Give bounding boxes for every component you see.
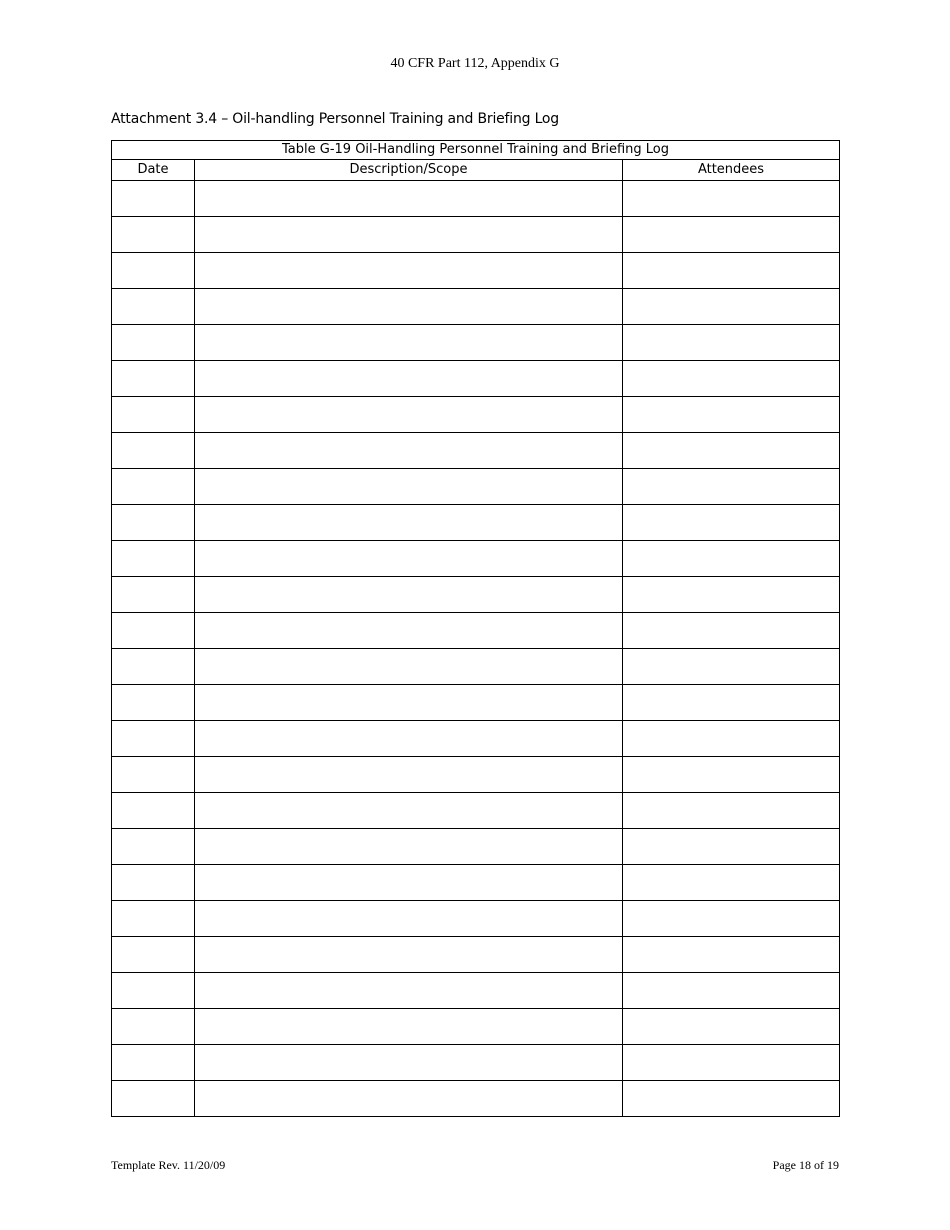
table-row: [112, 325, 840, 361]
date-cell[interactable]: [112, 721, 195, 757]
table-row: [112, 1045, 840, 1081]
table-row: [112, 1081, 840, 1117]
attendees-cell[interactable]: [623, 865, 840, 901]
attendees-cell[interactable]: [623, 1045, 840, 1081]
table-row: [112, 505, 840, 541]
attendees-cell[interactable]: [623, 757, 840, 793]
description-cell[interactable]: [195, 253, 623, 289]
description-cell[interactable]: [195, 793, 623, 829]
table-row: [112, 217, 840, 253]
date-cell[interactable]: [112, 325, 195, 361]
attendees-cell[interactable]: [623, 397, 840, 433]
description-cell[interactable]: [195, 613, 623, 649]
table-row: [112, 685, 840, 721]
date-cell[interactable]: [112, 397, 195, 433]
table-row: [112, 181, 840, 217]
table-row: [112, 433, 840, 469]
page-number: Page 18 of 19: [772, 1158, 839, 1172]
description-cell[interactable]: [195, 1045, 623, 1081]
date-cell[interactable]: [112, 973, 195, 1009]
table-row: [112, 649, 840, 685]
date-cell[interactable]: [112, 253, 195, 289]
date-cell[interactable]: [112, 829, 195, 865]
attendees-cell[interactable]: [623, 325, 840, 361]
description-cell[interactable]: [195, 217, 623, 253]
date-cell[interactable]: [112, 181, 195, 217]
attendees-cell[interactable]: [623, 613, 840, 649]
date-cell[interactable]: [112, 865, 195, 901]
description-cell[interactable]: [195, 757, 623, 793]
table-row: [112, 973, 840, 1009]
attendees-cell[interactable]: [623, 577, 840, 613]
attendees-cell[interactable]: [623, 181, 840, 217]
date-cell[interactable]: [112, 361, 195, 397]
date-cell[interactable]: [112, 901, 195, 937]
table-row: [112, 937, 840, 973]
template-revision: Template Rev. 11/20/09: [111, 1158, 226, 1172]
description-cell[interactable]: [195, 973, 623, 1009]
date-cell[interactable]: [112, 541, 195, 577]
date-cell[interactable]: [112, 757, 195, 793]
table-row: [112, 721, 840, 757]
description-cell[interactable]: [195, 649, 623, 685]
date-cell[interactable]: [112, 937, 195, 973]
description-cell[interactable]: [195, 469, 623, 505]
table-caption: Table G-19 Oil-Handling Personnel Training and Briefing Log: [112, 141, 840, 160]
description-cell[interactable]: [195, 181, 623, 217]
attendees-cell[interactable]: [623, 253, 840, 289]
attendees-cell[interactable]: [623, 361, 840, 397]
description-cell[interactable]: [195, 721, 623, 757]
attendees-cell[interactable]: [623, 505, 840, 541]
date-cell[interactable]: [112, 1045, 195, 1081]
attendees-cell[interactable]: [623, 1081, 840, 1117]
attendees-cell[interactable]: [623, 901, 840, 937]
table-row: [112, 1009, 840, 1045]
attendees-cell[interactable]: [623, 433, 840, 469]
date-cell[interactable]: [112, 1081, 195, 1117]
description-cell[interactable]: [195, 685, 623, 721]
description-cell[interactable]: [195, 577, 623, 613]
description-cell[interactable]: [195, 901, 623, 937]
date-cell[interactable]: [112, 289, 195, 325]
date-cell[interactable]: [112, 217, 195, 253]
attendees-cell[interactable]: [623, 217, 840, 253]
attendees-cell[interactable]: [623, 721, 840, 757]
date-cell[interactable]: [112, 649, 195, 685]
page-header: 40 CFR Part 112, Appendix G: [390, 56, 560, 71]
attendees-cell[interactable]: [623, 793, 840, 829]
table-row: [112, 901, 840, 937]
description-cell[interactable]: [195, 433, 623, 469]
attendees-cell[interactable]: [623, 1009, 840, 1045]
table-header-row: [112, 160, 840, 181]
table-row: [112, 289, 840, 325]
table-row: [112, 829, 840, 865]
column-header-attendees: Attendees: [623, 160, 840, 181]
table-body: [112, 181, 840, 1117]
column-header-description: Description/Scope: [195, 160, 623, 181]
attendees-cell[interactable]: [623, 973, 840, 1009]
table-row: [112, 577, 840, 613]
description-cell[interactable]: [195, 829, 623, 865]
description-cell[interactable]: [195, 325, 623, 361]
attendees-cell[interactable]: [623, 289, 840, 325]
attachment-title: Attachment 3.4 – Oil-handling Personnel Training and Briefing Log: [111, 111, 559, 127]
description-cell[interactable]: [195, 361, 623, 397]
description-cell[interactable]: [195, 541, 623, 577]
description-cell[interactable]: [195, 397, 623, 433]
table-row: [112, 397, 840, 433]
table-row: [112, 757, 840, 793]
attendees-cell[interactable]: [623, 685, 840, 721]
date-cell[interactable]: [112, 577, 195, 613]
training-log-table: [111, 140, 840, 1117]
table-row: [112, 469, 840, 505]
table-row: [112, 541, 840, 577]
table-caption-row: [112, 141, 840, 160]
description-cell[interactable]: [195, 289, 623, 325]
attendees-cell[interactable]: [623, 937, 840, 973]
date-cell[interactable]: [112, 685, 195, 721]
description-cell[interactable]: [195, 1009, 623, 1045]
table-row: [112, 613, 840, 649]
date-cell[interactable]: [112, 613, 195, 649]
date-cell[interactable]: [112, 1009, 195, 1045]
table-row: [112, 865, 840, 901]
attendees-cell[interactable]: [623, 649, 840, 685]
table-row: [112, 253, 840, 289]
description-cell[interactable]: [195, 937, 623, 973]
date-cell[interactable]: [112, 505, 195, 541]
description-cell[interactable]: [195, 1081, 623, 1117]
attendees-cell[interactable]: [623, 541, 840, 577]
attendees-cell[interactable]: [623, 829, 840, 865]
description-cell[interactable]: [195, 865, 623, 901]
date-cell[interactable]: [112, 469, 195, 505]
column-header-date: Date: [112, 160, 195, 181]
table-row: [112, 361, 840, 397]
attendees-cell[interactable]: [623, 469, 840, 505]
table-row: [112, 793, 840, 829]
date-cell[interactable]: [112, 793, 195, 829]
description-cell[interactable]: [195, 505, 623, 541]
date-cell[interactable]: [112, 433, 195, 469]
